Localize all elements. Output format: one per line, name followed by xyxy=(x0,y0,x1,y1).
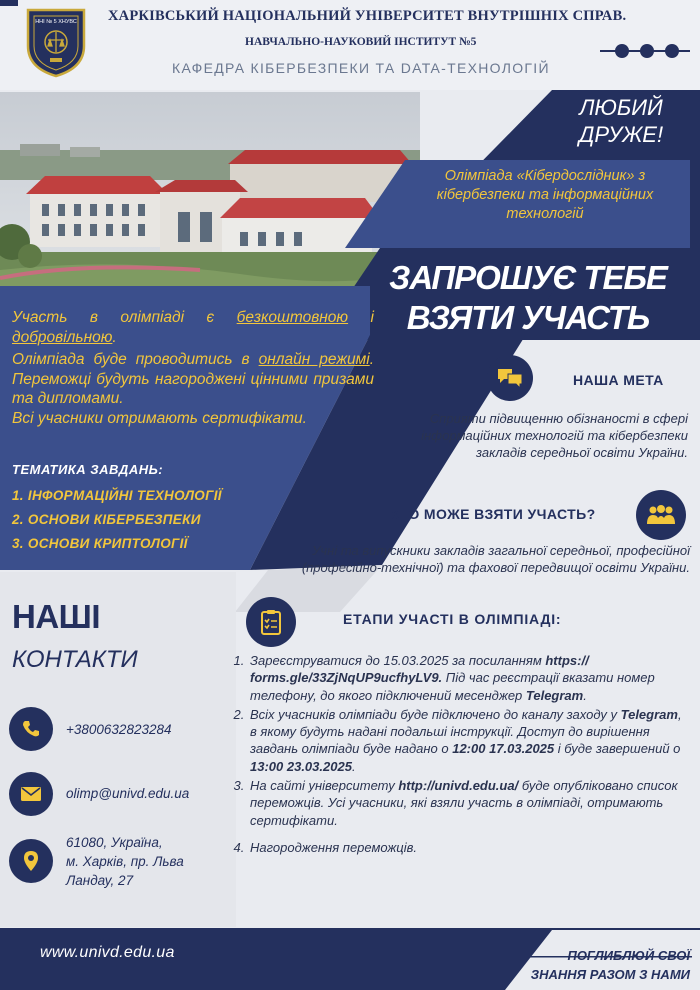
info-text: Олімпіада буде проводитись в xyxy=(12,351,259,368)
stage-date: 15.03.2025 xyxy=(383,653,449,668)
stage-text: за посиланням xyxy=(448,653,546,668)
clipboard-icon xyxy=(246,597,296,647)
info-highlight: безкоштовною xyxy=(236,309,349,326)
greeting: ЛЮБИЙ ДРУЖЕ! xyxy=(578,95,664,147)
website-url[interactable]: www.univd.edu.ua xyxy=(40,944,175,961)
stages-heading: ЕТАПИ УЧАСТІ В ОЛІМПІАДІ: xyxy=(343,611,562,627)
location-icon xyxy=(9,839,53,883)
stage-telegram: Telegram xyxy=(525,687,584,703)
goal-heading: НАША МЕТА xyxy=(573,372,664,388)
stage-item: 4. Нагородження переможців. xyxy=(248,839,688,856)
info-text: і xyxy=(348,309,374,326)
address xyxy=(66,833,184,890)
olympiad-title: Олімпіада «Кібердослідник» з кібербезпеки та інформаційних технологій xyxy=(436,168,654,222)
university-logo xyxy=(24,6,88,78)
stage-text: і буде завершений о xyxy=(554,741,681,757)
stage-text: Всіх учасників олімпіади буде підключено до каналу заходу у xyxy=(250,706,621,722)
footer-slogan xyxy=(478,946,690,984)
stage-text: , в якому будуть надані подальші інструкції. Доступ до вирішення завдань олімпіади буде надано о xyxy=(250,706,682,757)
logo-text: ННІ № 5 ХНУВС xyxy=(35,19,77,25)
who-heading: ХТО МОЖЕ ВЗЯТИ УЧАСТЬ? xyxy=(390,506,596,522)
stage-telegram: Telegram xyxy=(620,706,678,722)
email-icon xyxy=(9,772,53,816)
topics-heading: ТЕМАТИКА ЗАВДАНЬ: xyxy=(12,462,164,477)
stage-start-time: 12:00 17.03.2025 xyxy=(452,741,555,757)
stage-item xyxy=(248,652,688,704)
invite-title: ЗАПРОШУЄ ТЕБЕ ВЗЯТИ УЧАСТЬ xyxy=(389,259,667,336)
stage-text: буде опубліковано список переможців. Усі учасники, які взяли участь в олімпіаді, отримають сертифікати. xyxy=(250,778,678,828)
stage-item xyxy=(248,706,688,775)
slogan-line: ПОГЛИБЛЮЙ СВОЇ xyxy=(567,948,690,963)
phone-number[interactable]: +3800632823284 xyxy=(66,722,172,737)
chat-icon xyxy=(487,355,533,401)
stage-item xyxy=(248,777,688,829)
stage-end-time: 13:00 23.03.2025 xyxy=(250,758,352,774)
info-text: . xyxy=(112,328,117,346)
info-paragraph xyxy=(12,350,374,409)
contacts-subtitle: КОНТАКТИ xyxy=(12,646,138,673)
stage-text: На сайті університету xyxy=(250,778,399,794)
olympiad-info xyxy=(12,308,374,428)
info-highlight: добровільною xyxy=(12,328,113,346)
address-line: Ландау, 27 xyxy=(66,873,134,888)
phone-icon xyxy=(9,707,53,751)
info-paragraph xyxy=(12,308,374,347)
who-text: Учні та випускники закладів загальної середньої, професійної (професійно-технічної) та фахової передвищої освіти України. xyxy=(301,543,690,575)
stages-list xyxy=(230,652,688,858)
info-paragraph: Всі учасники отримають сертифікати. xyxy=(12,409,307,427)
address-line: м. Харків, пр. Льва xyxy=(66,854,184,869)
contacts-title: НАШІ xyxy=(12,598,100,635)
university-name: ХАРКІВСЬКИЙ НАЦІОНАЛЬНИЙ УНІВЕРСИТЕТ ВНУТРІШНІХ СПРАВ. xyxy=(108,8,627,24)
topic-item: 1. ІНФОРМАЦІЙНІ ТЕХНОЛОГІЇ xyxy=(12,488,222,503)
institute-name: НАВЧАЛЬНО-НАУКОВИЙ ІНСТИТУТ №5 xyxy=(245,36,477,48)
decor-line xyxy=(600,50,690,52)
stage-text: . xyxy=(583,687,587,703)
stage-text: . xyxy=(351,758,356,774)
stage-text: Зареєструватися до xyxy=(250,653,384,668)
info-text: . Переможці будуть нагороджені цінними призами та дипломами. xyxy=(12,351,374,407)
slogan-line: ЗНАННЯ РАЗОМ З НАМИ xyxy=(530,967,690,982)
department-name: КАФЕДРА КІБЕРБЕЗПЕКИ ТА DATA-ТЕХНОЛОГІЙ xyxy=(172,60,550,76)
topic-item: 2. ОСНОВИ КІБЕРБЕЗПЕКИ xyxy=(12,512,201,527)
address-line: 61080, Україна, xyxy=(66,835,163,850)
registration-link[interactable]: https:// forms.gle/33ZjNqUP9ucfhyLV9. xyxy=(250,653,589,686)
stage-text: Під час реєстрації вказати номер телефону, до якого підключений месенджер xyxy=(250,670,655,703)
university-site-link[interactable]: http://univd.edu.ua/ xyxy=(398,778,519,794)
group-icon xyxy=(636,490,686,540)
goal-text: Сприяти підвищенню обізнаності в сфері інформаційних технологій та кібербезпеки закладів середньої освіти України. xyxy=(421,411,688,460)
info-text: Участь в олімпіаді є xyxy=(12,309,237,326)
info-highlight: онлайн режимі xyxy=(258,351,370,368)
email-address[interactable]: olimp@univd.edu.ua xyxy=(66,786,190,801)
topic-item: 3. ОСНОВИ КРИПТОЛОГІЇ xyxy=(12,536,188,551)
header-corner-bar xyxy=(0,0,18,6)
